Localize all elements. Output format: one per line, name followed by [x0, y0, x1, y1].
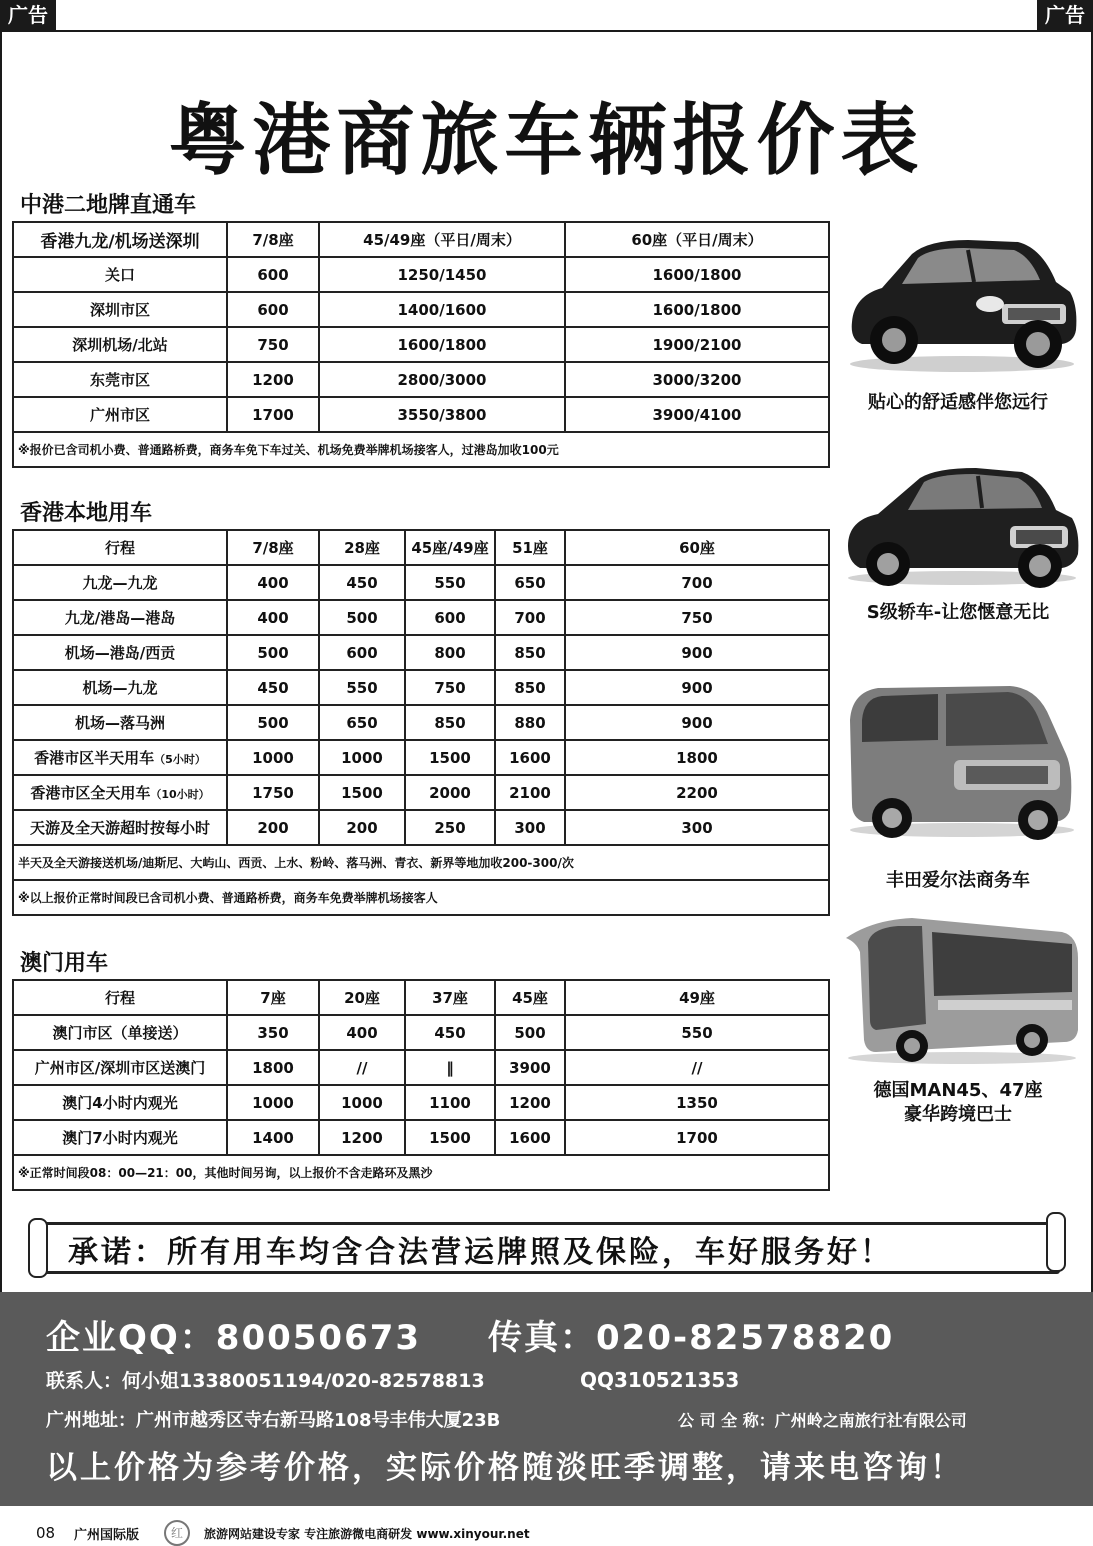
price-cell: 1250/1450: [319, 257, 565, 292]
hk-local-table: [12, 529, 830, 916]
table-row: [13, 1120, 829, 1155]
table-row: [13, 565, 829, 600]
header-cell: 60座（平日/周末）: [565, 222, 829, 257]
note-row: [13, 845, 829, 880]
note-cell: 半天及全天游接送机场/迪斯尼、大屿山、西贡、上水、粉岭、落马洲、青衣、新界等地加收200-300/次: [13, 845, 829, 880]
note-cell: ※报价已含司机小费、普通路桥费，商务车免下车过关、机场免费举牌机场接客人，过港岛加收100元: [13, 432, 829, 467]
table-header-row: [13, 530, 829, 565]
fax-number: 传真：020-82578820: [488, 1318, 895, 1358]
header-cell: 60座: [565, 530, 829, 565]
price-cell: ‖: [405, 1050, 495, 1085]
price-cell: 3900/4100: [565, 397, 829, 432]
price-cell: 1600/1800: [565, 292, 829, 327]
car-caption: 丰田爱尔法商务车: [886, 870, 1030, 891]
price-cell: //: [319, 1050, 405, 1085]
price-cell: 850: [495, 670, 565, 705]
price-cell: 1500: [405, 740, 495, 775]
header-cell: 51座: [495, 530, 565, 565]
price-cell: 500: [319, 600, 405, 635]
route-cell: 广州市区/深圳市区送澳门: [13, 1050, 227, 1085]
price-cell: 500: [227, 635, 319, 670]
price-cell: 300: [495, 810, 565, 845]
price-cell: 550: [565, 1015, 829, 1050]
price-cell: 400: [319, 1015, 405, 1050]
route-cell: 深圳机场/北站: [13, 327, 227, 362]
price-cell: 3900: [495, 1050, 565, 1085]
contact-band: [0, 1292, 1093, 1506]
price-cell: 2200: [565, 775, 829, 810]
route-cell: [13, 775, 227, 810]
price-cell: 3000/3200: [565, 362, 829, 397]
route-cell: [13, 565, 227, 600]
price-cell: 750: [405, 670, 495, 705]
header-cell: 45座: [495, 980, 565, 1015]
car-caption: 贴心的舒适感伴您远行: [868, 392, 1048, 413]
price-cell: 900: [565, 635, 829, 670]
table-row: [13, 327, 829, 362]
header-cell: 28座: [319, 530, 405, 565]
route-label: 机场—九龙: [82, 679, 158, 697]
s-class-sedan-icon: [842, 458, 1082, 588]
price-cell: 1600/1800: [565, 257, 829, 292]
contact-person: 联系人：何小姐13380051194/020-82578813: [46, 1370, 485, 1392]
price-cell: 400: [227, 600, 319, 635]
scroll-curl-right: [1046, 1212, 1066, 1272]
price-cell: 1500: [319, 775, 405, 810]
price-cell: 1500: [405, 1120, 495, 1155]
route-label: 香港市区全天用车: [30, 784, 151, 802]
table-row: [13, 292, 829, 327]
price-cell: 300: [565, 810, 829, 845]
page-number: 08: [36, 1524, 56, 1542]
price-cell: 1400: [227, 1120, 319, 1155]
price-cell: 1000: [227, 1085, 319, 1120]
publisher-logo-icon: 红: [164, 1520, 190, 1546]
price-cell: 2000: [405, 775, 495, 810]
route-label: 机场—港岛/西贡: [64, 644, 176, 662]
route-cell: [13, 810, 227, 845]
price-cell: 250: [405, 810, 495, 845]
price-cell: 1800: [565, 740, 829, 775]
price-cell: 3550/3800: [319, 397, 565, 432]
header-cell: 45座/49座: [405, 530, 495, 565]
table-row: [13, 810, 829, 845]
ad-tag-left: 广告: [0, 0, 56, 30]
route-label: 机场—落马洲: [74, 714, 165, 732]
price-cell: 600: [227, 292, 319, 327]
route-label: 香港市区半天用车: [34, 749, 155, 767]
route-cell: 东莞市区: [13, 362, 227, 397]
price-cell: //: [565, 1050, 829, 1085]
macau-table: [12, 979, 830, 1191]
price-cell: 2800/3000: [319, 362, 565, 397]
price-cell: 1000: [319, 1085, 405, 1120]
header-cell: 20座: [319, 980, 405, 1015]
table-header-row: [13, 980, 829, 1015]
table-row: [13, 600, 829, 635]
price-cell: 200: [227, 810, 319, 845]
price-cell: 350: [227, 1015, 319, 1050]
route-cell: [13, 635, 227, 670]
price-cell: 600: [319, 635, 405, 670]
price-cell: 200: [319, 810, 405, 845]
price-cell: 1350: [565, 1085, 829, 1120]
contact-qq: QQ310521353: [580, 1368, 740, 1392]
route-duration: （10小时）: [150, 788, 210, 801]
price-cell: 1100: [405, 1085, 495, 1120]
route-cell: 澳门市区（单接送）: [13, 1015, 227, 1050]
header-cell: 45/49座（平日/周末）: [319, 222, 565, 257]
price-cell: 500: [495, 1015, 565, 1050]
route-cell: [13, 740, 227, 775]
header-cell: 37座: [405, 980, 495, 1015]
table-header-row: [13, 222, 829, 257]
table-row: [13, 1085, 829, 1120]
price-cell: 1700: [565, 1120, 829, 1155]
price-cell: 750: [565, 600, 829, 635]
car-caption-2: 豪华跨境巴士: [904, 1104, 1012, 1125]
price-cell: 850: [405, 705, 495, 740]
price-cell: 650: [495, 565, 565, 600]
header-cell: 行程: [13, 530, 227, 565]
edition-label: 广州国际版: [74, 1528, 140, 1543]
price-cell: 700: [495, 600, 565, 635]
page-title: 粤港商旅车辆报价表: [168, 96, 925, 186]
price-cell: 600: [227, 257, 319, 292]
price-cell: 2100: [495, 775, 565, 810]
table-row: [13, 740, 829, 775]
note-cell: ※以上报价正常时间段已含司机小费、普通路桥费，商务车免费举牌机场接客人: [13, 880, 829, 915]
route-cell: 澳门7小时内观光: [13, 1120, 227, 1155]
table-row: [13, 397, 829, 432]
price-cell: 500: [227, 705, 319, 740]
table-row: [13, 705, 829, 740]
price-cell: 450: [319, 565, 405, 600]
route-label: 九龙—九龙: [82, 574, 158, 592]
price-cell: 600: [405, 600, 495, 635]
address: 广州地址：广州市越秀区寺右新马路108号丰伟大厦23B: [46, 1410, 501, 1431]
price-cell: 1000: [227, 740, 319, 775]
scroll-curl-left: [28, 1218, 48, 1278]
price-cell: 1600: [495, 740, 565, 775]
price-cell: 550: [319, 670, 405, 705]
route-label: 九龙/港岛—港岛: [64, 609, 176, 627]
page-footer: [0, 1518, 1093, 1546]
price-cell: 1200: [227, 362, 319, 397]
table-row: [13, 257, 829, 292]
route-cell: 广州市区: [13, 397, 227, 432]
price-cell: 880: [495, 705, 565, 740]
price-cell: 1400/1600: [319, 292, 565, 327]
table-row: [13, 1015, 829, 1050]
price-cell: 1200: [495, 1085, 565, 1120]
ad-tag-right: 广告: [1037, 0, 1093, 30]
company-name: 公 司 全 称：广州岭之南旅行社有限公司: [678, 1411, 967, 1430]
route-cell: 关口: [13, 257, 227, 292]
route-duration: （5小时）: [154, 753, 206, 766]
section-title-cross: 中港二地牌直通车: [20, 193, 197, 218]
header-cell: 7座: [227, 980, 319, 1015]
car-caption: S级轿车-让您惬意无比: [866, 602, 1050, 623]
footer-slogan: 旅游网站建设专家 专注旅游微电商研发 www.xinyour.net: [204, 1527, 530, 1541]
price-cell: 1800: [227, 1050, 319, 1085]
promise-text: 承诺：所有用车均含合法营运牌照及保险，车好服务好！: [68, 1235, 893, 1270]
price-cell: 1600/1800: [319, 327, 565, 362]
frame-left: [0, 30, 2, 1292]
header-cell: 49座: [565, 980, 829, 1015]
price-cell: 1200: [319, 1120, 405, 1155]
price-cell: 1000: [319, 740, 405, 775]
coach-bus-icon: [842, 912, 1082, 1066]
price-cell: 750: [227, 327, 319, 362]
note-cell: ※正常时间段08：00—21：00，其他时间另询，以上报价不含走路环及黑沙: [13, 1155, 829, 1190]
price-cell: 400: [227, 565, 319, 600]
route-cell: [13, 705, 227, 740]
top-rule: [0, 30, 1093, 32]
header-cell: 行程: [13, 980, 227, 1015]
table-row: [13, 1050, 829, 1085]
table-row: [13, 670, 829, 705]
table-row: [13, 635, 829, 670]
price-notice: 以上价格为参考价格，实际价格随淡旺季调整，请来电咨询！: [46, 1450, 964, 1486]
price-cell: 800: [405, 635, 495, 670]
price-cell: 900: [565, 670, 829, 705]
header-cell: 7/8座: [227, 222, 319, 257]
price-cell: 1900/2100: [565, 327, 829, 362]
car-caption: 德国MAN45、47座: [873, 1080, 1043, 1101]
header-cell: 7/8座: [227, 530, 319, 565]
note-row: [13, 432, 829, 467]
price-cell: 1600: [495, 1120, 565, 1155]
price-cell: 450: [227, 670, 319, 705]
price-cell: 1700: [227, 397, 319, 432]
sedan-car-icon: [842, 226, 1082, 376]
route-cell: 深圳市区: [13, 292, 227, 327]
minivan-icon: [842, 680, 1082, 840]
price-cell: 550: [405, 565, 495, 600]
price-cell: 850: [495, 635, 565, 670]
route-label: 天游及全天游超时按每小时: [29, 819, 210, 837]
route-cell: [13, 600, 227, 635]
route-cell: [13, 670, 227, 705]
price-cell: 900: [565, 705, 829, 740]
section-title-hk: 香港本地用车: [20, 501, 153, 526]
note-row: [13, 1155, 829, 1190]
price-cell: 650: [319, 705, 405, 740]
price-cell: 1750: [227, 775, 319, 810]
price-cell: 450: [405, 1015, 495, 1050]
table-row: [13, 775, 829, 810]
price-cell: 700: [565, 565, 829, 600]
header-cell: 香港九龙/机场送深圳: [13, 222, 227, 257]
section-title-macau: 澳门用车: [20, 951, 109, 976]
route-cell: 澳门4小时内观光: [13, 1085, 227, 1120]
table-row: [13, 362, 829, 397]
cross-border-table: [12, 221, 830, 468]
note-row: [13, 880, 829, 915]
enterprise-qq: 企业QQ：80050673: [46, 1318, 422, 1358]
